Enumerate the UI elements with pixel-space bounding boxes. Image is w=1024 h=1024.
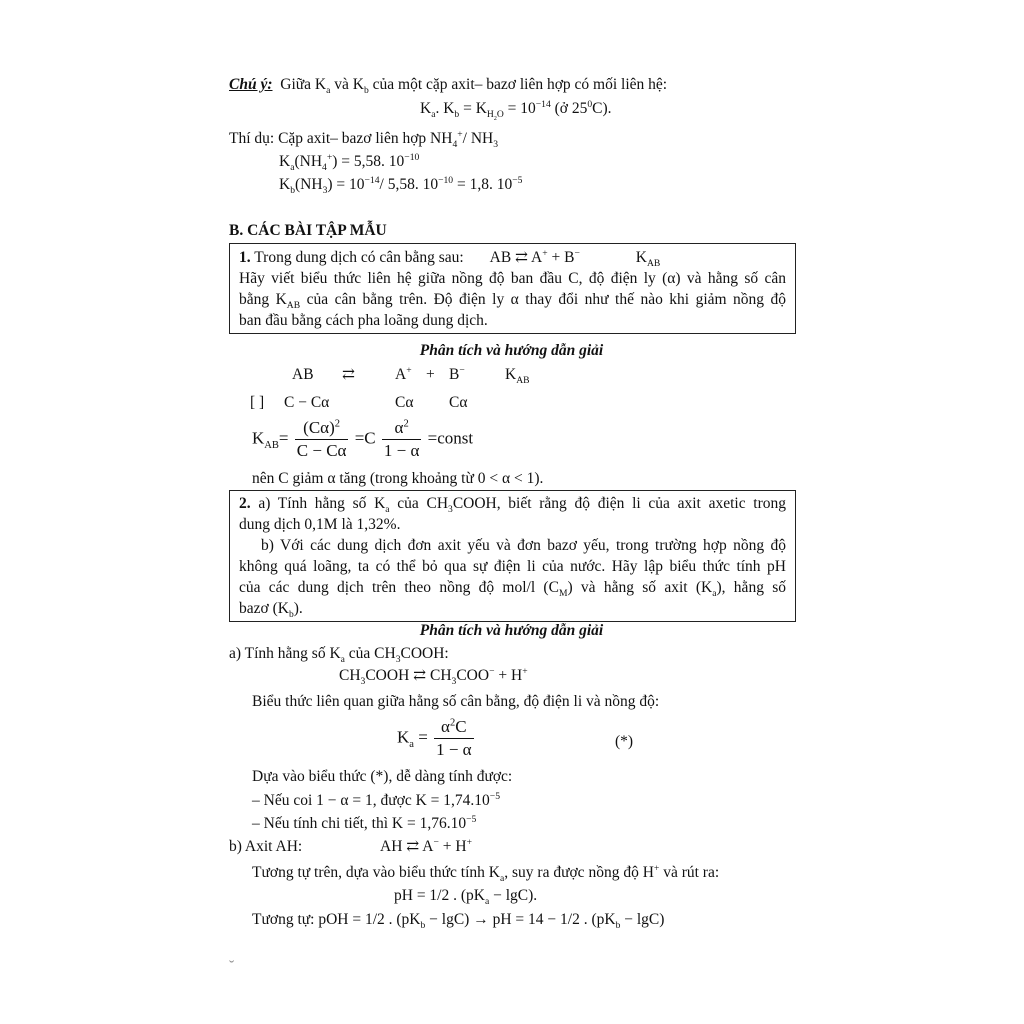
problem-2-line-4: không quá loãng, ta có thể bỏ qua sự điện li của nước. Hãy lập biểu thức tính pH [239,558,786,575]
ph-formula: pH = 1/2 . $(pK_a - \lg C)$. [394,887,538,908]
based-text: Dựa vào biểu thức (*), dễ dàng tính được: [252,768,513,785]
reaction-a: A+ [395,364,412,383]
problem-2-box [229,490,796,622]
solution-1-heading: Phân tích và hướng dẫn giải [419,342,604,359]
concentration-a: Cα [395,394,414,411]
problem-2-line-2: dung dịch 0,1M là 1,32%. [239,516,401,533]
ka-formula: $K_a$ = $\frac{\alpha^2C}{1 - \alpha}$ [397,717,472,759]
solution-2b-label: b) Axit AH: [229,838,303,855]
example-kb: $K_b(NH_3) = 10^{-14}/$ 5,58. $10^{-10} = 1,8$. $10^{-5}$ [279,174,523,197]
note-equation: $K_a$. $K_b = K_{H_2O} = 10^{-14}$ (ở $25^0C$). [420,98,612,123]
poh-formula: Tương tự: pOH = 1/2 . $(pK_b - \lg C)$ → pH = 14 − 1/2 . $(pK_b - \lg C)$ [252,911,665,932]
reaction-k: $K_{AB}$ [505,366,530,387]
note-line: Chú ý: Giữa $K_a$ và $K_b$ của một cặp axit– bazơ liên hợp có mối liên hệ: [229,76,668,97]
problem-1-line-3: bằng $K_{AB}$ của cân bằng trên. Độ điện ly α thay đổi như thế nào khi giảm nồng độ [239,291,787,312]
problem-2-line-5: của các dung dịch trên theo nồng độ mol/l $(C_M)$ và hằng số axit $(K_a)$, hằng số [239,579,787,600]
case-2: – Nếu tính chi tiết, thì $K = 1,76.10^{-5}$ [252,813,477,832]
problem-1-box [229,243,796,334]
footer-mark: ˘ [229,958,235,975]
problem-2-line-3: b) Với các dung dịch đơn axit yếu và đơn bazơ yếu, trong trường hợp nồng độ [261,537,786,554]
concentration-bracket: [ ] [250,394,265,411]
problem-2-line-1: 2. a) Tính hằng số $K_a$ của $CH_3COOH$, biết rằng độ điện li của axit axetic trong [239,495,786,516]
note-label: Chú ý: [229,76,273,93]
kab-formula: $K_{AB}=$ $\frac{(C\alpha)^2}{C - C\alpha}$ =C $\frac{\alpha^2}{1 - \alpha}$ =const [252,418,474,460]
problem-1-line-4: ban đầu bằng cách pha loãng dung dịch. [239,312,488,329]
problem-2-line-6: bazơ $(K_b)$. [239,600,303,621]
reaction-plus: + [426,366,435,383]
reaction-arrow: ⇄ [342,366,355,383]
concentration-ab: C − Cα [284,394,330,411]
section-title: B. CÁC BÀI TẬP MẪU [229,222,387,239]
ah-reaction: AH ⇄ A− + H+ [380,836,472,855]
similar-text: Tương tự trên, dựa vào biểu thức tính $K_a$, suy ra được nồng độ H+ và rút ra: [252,862,720,885]
solution-2-heading: Phân tích và hướng dẫn giải [419,622,604,639]
reaction-b: B− [449,364,465,383]
formula-star: (*) [615,733,634,750]
acetic-reaction: $CH_3COOH$ ⇄ $CH_3COO^- + H^+$ [339,665,528,688]
example-ka: $K_a(NH_4^+) = 5,58$. $10^{-10}$ [279,151,420,174]
solution-1-conclusion: nên C giảm α tăng (trong khoảng từ 0 < α < 1). [252,470,544,487]
problem-1-line-1: 1. Trong dung dịch có cân bằng sau: AB ⇄ A+ + B− $K_{AB}$ [239,247,661,270]
relation-text: Biểu thức liên quan giữa hằng số cân bằng, độ điện li và nồng độ: [252,693,660,710]
problem-1-line-2: Hãy viết biểu thức liên hệ giữa nồng độ ban đầu C, độ điện ly (α) và hằng số cân [239,270,786,287]
concentration-b: Cα [449,394,468,411]
solution-2a-title: a) Tính hằng số $K_a$ của $CH_3COOH$: [229,645,449,666]
reaction-ab: AB [292,366,314,383]
example-intro: Thí dụ: Cặp axit– bazơ liên hợp $NH_4^+/$ $NH_3$ [229,128,499,151]
case-1: – Nếu coi 1 − α = 1, được $K = 1,74.10^{-5}$ [252,790,500,809]
